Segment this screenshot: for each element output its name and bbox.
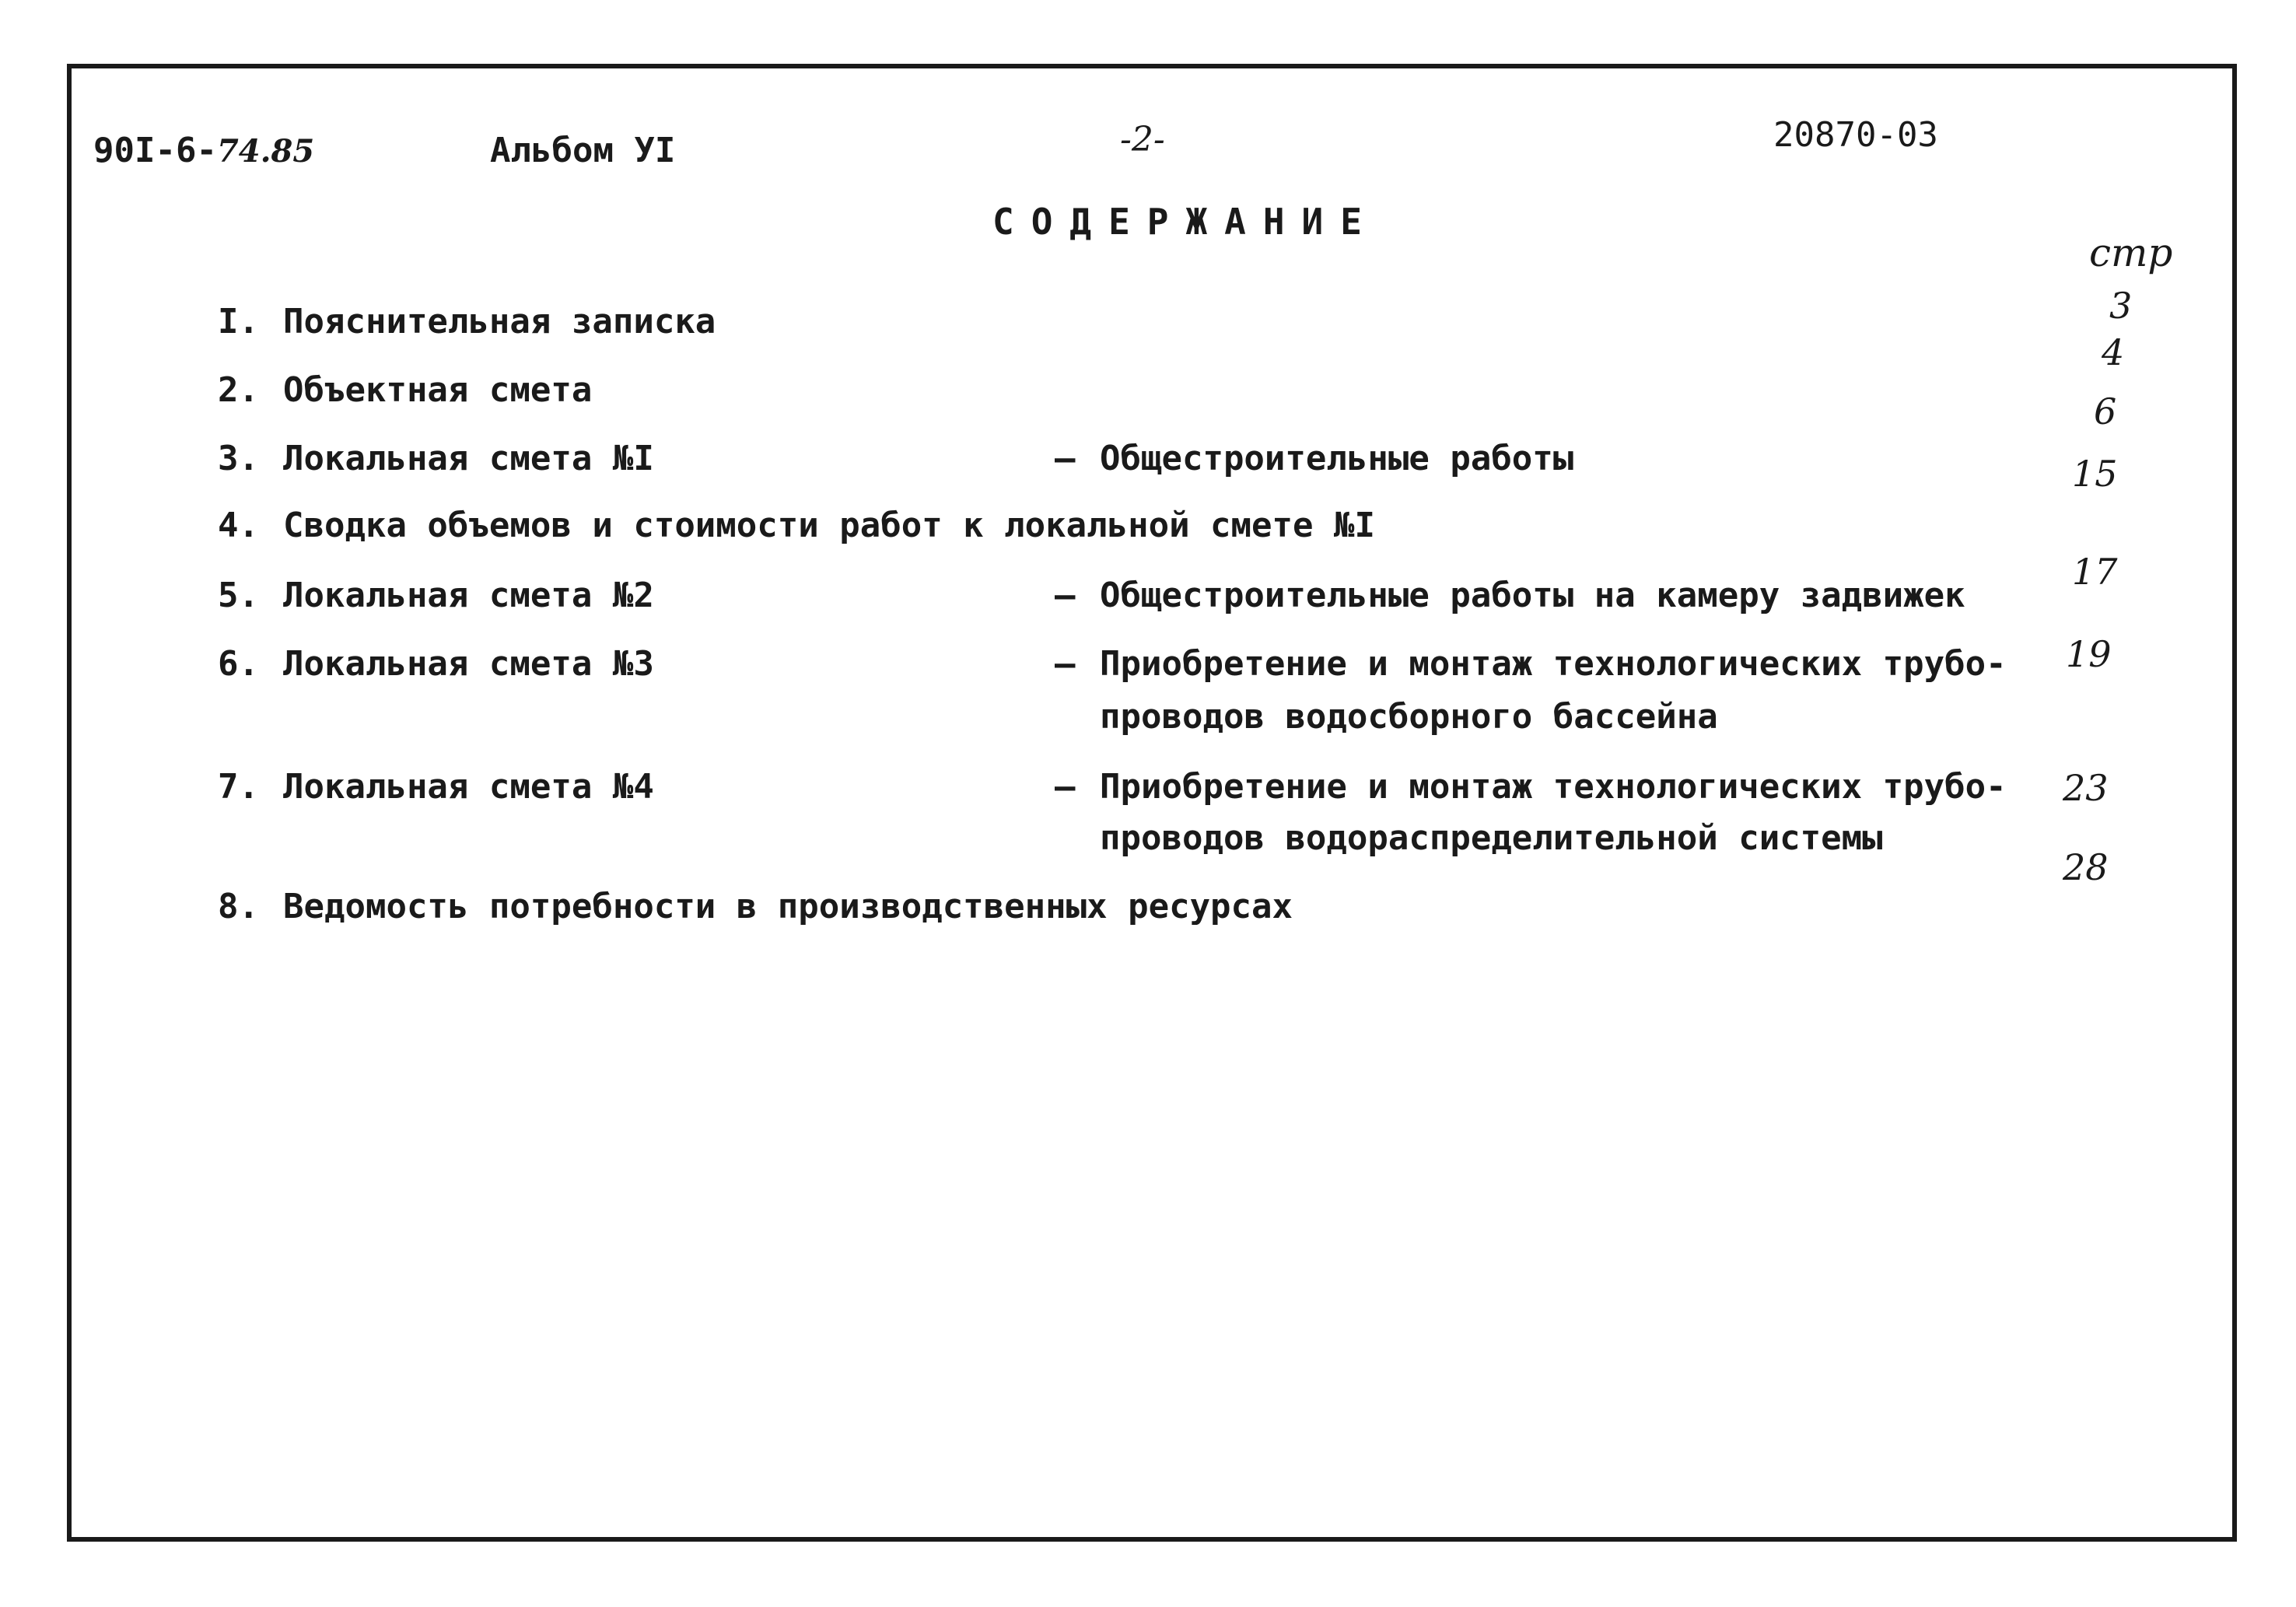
toc-item-page: 17 [2072, 551, 2118, 593]
toc-item-title: Локальная смета №4 [283, 767, 654, 807]
toc-item-number: 5. [218, 576, 259, 615]
toc-item-description: Приобретение и монтаж технологических трубо- [1100, 767, 2007, 807]
document-code-typed: 90I-6- [93, 131, 217, 170]
toc-item-number: I. [218, 302, 259, 341]
album-label: Альбом УI [490, 131, 676, 170]
toc-item-page: 4 [2102, 331, 2125, 373]
toc-item-title: Локальная смета №3 [283, 644, 654, 684]
toc-item-number: 8. [218, 887, 259, 926]
toc-item-title: Пояснительная записка [283, 302, 716, 341]
toc-item-title: Объектная смета [283, 370, 593, 410]
toc-item-description-continued: проводов водосборного бассейна [1100, 697, 1718, 737]
toc-item-page: 23 [2063, 767, 2109, 809]
document-code-handwritten: 74.85 [216, 133, 315, 170]
toc-item-title: Ведомость потребности в производственных ресурсах [283, 887, 1293, 926]
toc-item-dash: – [1055, 644, 1076, 684]
toc-item-description: Общестроительные работы на камеру задвижек [1100, 576, 1965, 615]
toc-item-page: 19 [2066, 633, 2112, 675]
toc-item-page: 28 [2063, 846, 2109, 888]
toc-item-description: Общестроительные работы [1100, 439, 1574, 478]
page-title: СОДЕРЖАНИЕ [992, 201, 1379, 243]
toc-item-number: 3. [218, 439, 259, 478]
toc-item-page: 3 [2109, 285, 2133, 327]
toc-item-dash: – [1055, 767, 1076, 807]
toc-item-dash: – [1055, 576, 1076, 615]
toc-item-number: 4. [218, 506, 259, 545]
toc-item-number: 7. [218, 767, 259, 807]
toc-item-page: 15 [2072, 453, 2118, 495]
page-number: -2- [1120, 120, 1165, 159]
toc-item-dash: – [1055, 439, 1076, 478]
toc-item-title: Локальная смета №2 [283, 576, 654, 615]
toc-item-description-continued: проводов водораспределительной системы [1100, 818, 1883, 858]
toc-item-number: 6. [218, 644, 259, 684]
document-code [93, 131, 315, 170]
page-column-label: стр [2089, 230, 2173, 275]
toc-item-number: 2. [218, 370, 259, 410]
toc-item-title: Локальная смета №I [283, 439, 654, 478]
document-number: 20870-03 [1773, 115, 1938, 155]
toc-item-description: Приобретение и монтаж технологических трубо- [1100, 644, 2007, 684]
toc-item-title: Сводка объемов и стоимости работ к локальной смете №I [283, 506, 1375, 545]
toc-item-page: 6 [2094, 390, 2117, 432]
